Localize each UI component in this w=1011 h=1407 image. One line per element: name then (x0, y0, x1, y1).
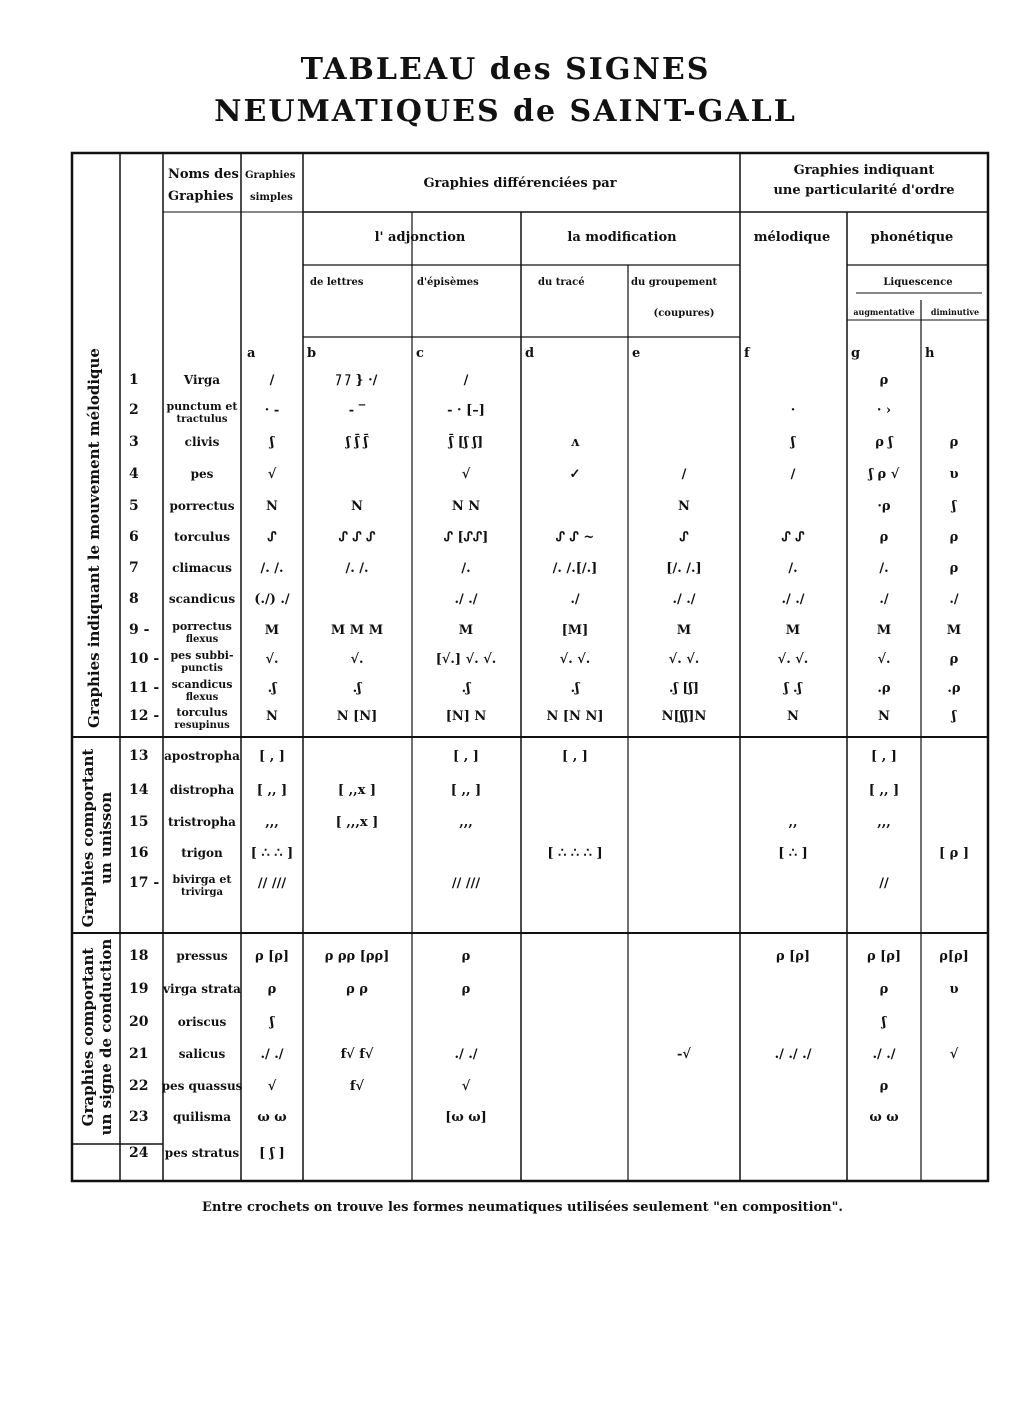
row-number: 20 (129, 1014, 149, 1030)
neume-cell-b: /̄ /̄ } ·/ (336, 373, 378, 388)
header-differenciees: Graphies différenciées par (423, 176, 617, 191)
neume-cell-d: ./ (570, 592, 580, 607)
row-name: resupinus (174, 720, 230, 731)
neume-cell-c: - · [–] (447, 403, 485, 418)
neume-cell-c: ρ (461, 982, 471, 997)
neume-cell-g: N (878, 709, 890, 724)
row-number: 4 (129, 466, 139, 482)
row-number: 24 (129, 1145, 149, 1161)
row-name: bivirga et (172, 873, 232, 886)
neume-cell-g: M (876, 623, 892, 638)
neume-cell-a: ρ (267, 982, 277, 997)
row-number: 9 - (129, 622, 150, 638)
neume-cell-g: ./ ./ (872, 1047, 896, 1062)
neume-cell-b: M M M (330, 623, 384, 638)
neume-cell-c: [N] N (445, 709, 487, 724)
neume-cell-a: ρ [ρ] (254, 949, 290, 964)
row-name: trigon (181, 846, 223, 860)
neume-cell-h: √ (949, 1047, 959, 1062)
neume-cell-c: ʃ̄ [ʃ ʃ] (448, 435, 484, 450)
neume-cell-a: [ ,, ] (256, 783, 288, 798)
neume-cell-h: ρ (949, 652, 959, 667)
neume-cell-f: M (785, 623, 801, 638)
neume-cell-f: ᔑ ᔑ (781, 530, 805, 545)
row-name: pressus (176, 949, 228, 963)
neume-cell-d: ᔑ ᔑ ~ (555, 530, 595, 545)
neume-cell-e: N (678, 499, 690, 514)
group-label-conduction: Graphies comportant (79, 947, 97, 1127)
neume-cell-b: .ʃ (352, 681, 362, 696)
header-episemes: d'épisèmes (417, 277, 479, 288)
neume-cell-g: .ρ (877, 681, 891, 696)
header-lettres: de lettres (310, 277, 364, 288)
header-simples: Graphies (245, 170, 296, 181)
row-name: flexus (185, 692, 219, 703)
column-letter-h: h (925, 346, 935, 361)
neume-cell-a: [ ʃ ] (259, 1146, 285, 1161)
neume-cell-c: /. (461, 561, 471, 576)
neume-cell-f: √. √. (777, 652, 809, 667)
neume-cell-c: ./ ./ (454, 592, 478, 607)
row-name: flexus (185, 634, 219, 645)
neume-cell-b: f√ f√ (340, 1047, 374, 1062)
neume-cell-f: N (787, 709, 799, 724)
neume-cell-c: √ (461, 467, 471, 482)
neume-cell-a: ᔑ (267, 530, 277, 545)
row-name: clivis (184, 435, 220, 449)
column-letter-e: e (632, 346, 641, 361)
neume-cell-c: ᔑ [ᔑᔑ] (443, 530, 489, 545)
neume-cell-a: √ (267, 1079, 277, 1094)
neume-cell-h: ʃ (951, 499, 957, 514)
neume-cell-a: // /// (257, 876, 287, 891)
row-name: oriscus (177, 1015, 227, 1029)
neume-cell-a: [ , ] (259, 749, 285, 764)
neume-cell-e: ᔑ (679, 530, 689, 545)
row-name: torculus (174, 530, 230, 544)
header-melodique: mélodique (753, 230, 831, 245)
neume-cell-e: / (681, 467, 687, 482)
header-modification: la modification (567, 230, 677, 245)
neume-cell-a: ʃ (269, 1015, 275, 1030)
row-number: 12 - (129, 708, 160, 724)
neume-cell-a: √ (267, 467, 277, 482)
row-number: 7 (129, 560, 139, 576)
neume-cell-d: ✓ (569, 467, 581, 482)
neume-cell-f: [ ∴ ] (778, 846, 808, 861)
header-trace: du tracé (538, 277, 585, 288)
neume-cell-g: ʃ (881, 1015, 887, 1030)
row-name: punctum et (166, 400, 238, 413)
row-name: trivirga (180, 887, 224, 898)
neume-cell-a: /. /. (260, 561, 284, 576)
row-number: 8 (129, 591, 139, 607)
column-letter-g: g (851, 346, 861, 361)
neume-cell-a: · - (264, 403, 280, 418)
neume-cell-g: ρ (879, 373, 889, 388)
neume-cell-f: /. (788, 561, 798, 576)
neume-cell-h: ρ (949, 561, 959, 576)
neume-cell-a: M (264, 623, 280, 638)
neume-cell-g: ρ [ρ] (866, 949, 902, 964)
row-name: apostropha (164, 749, 240, 763)
row-number: 11 - (129, 680, 160, 696)
neume-cell-c: .ʃ (461, 681, 471, 696)
row-number: 2 (129, 402, 139, 418)
neume-cell-f: ρ [ρ] (775, 949, 811, 964)
title-line-2: NEUMATIQUES de SAINT-GALL (214, 94, 797, 129)
neume-cell-h: ρ (949, 530, 959, 545)
header-noms: Noms des (168, 167, 239, 182)
neume-cell-a: .ʃ (267, 681, 277, 696)
header-phonetique: phonétique (870, 230, 954, 245)
neume-cell-e: .ʃ [ʃ] (669, 681, 699, 696)
neume-cell-g: // (879, 876, 889, 891)
neume-cell-c: / (463, 373, 469, 388)
header-noms: Graphies (168, 189, 234, 204)
neume-cell-d: [ , ] (562, 749, 588, 764)
row-name: torculus (176, 706, 228, 719)
neume-cell-e: [/. /.] (666, 561, 702, 576)
neume-cell-g: ·ρ (877, 499, 891, 514)
neume-cell-g: [ , ] (871, 749, 897, 764)
neume-cell-d: [M] (561, 623, 589, 638)
neume-cell-a: ʃ (269, 435, 275, 450)
neume-cell-e: ./ ./ (672, 592, 696, 607)
neume-cell-a: (./) ./ (254, 592, 290, 607)
neume-cell-a: ./ ./ (260, 1047, 284, 1062)
neume-cell-g: ρ (879, 982, 889, 997)
neume-cell-b: N [N] (336, 709, 378, 724)
neume-cell-a: [ ∴ ∴ ] (250, 846, 294, 861)
neume-cell-b: N (351, 499, 363, 514)
header-augmentative: augmentative (853, 307, 915, 317)
row-name: quilisma (172, 1110, 232, 1124)
group-label-conduction: un signe de conduction (97, 938, 115, 1136)
row-number: 17 - (129, 875, 160, 891)
neume-cell-e: -√ (677, 1047, 691, 1062)
row-name: tractulus (176, 414, 228, 425)
column-letter-d: d (525, 346, 535, 361)
row-name: pes stratus (164, 1146, 240, 1160)
neume-cell-b: ʃ ʃ̄ ʃ̄ (346, 435, 368, 450)
neume-cell-b: f√ (349, 1079, 365, 1094)
row-number: 21 (129, 1046, 149, 1062)
neume-cell-f: ,, (788, 815, 798, 830)
title-line-1: TABLEAU des SIGNES (300, 52, 711, 87)
neume-cell-g: √. (877, 652, 891, 667)
header-liquescence: Liquescence (883, 277, 953, 288)
neume-cell-h: ./ (949, 592, 959, 607)
neume-cell-b: √. (350, 652, 364, 667)
neume-cell-c: ./ ./ (454, 1047, 478, 1062)
neume-cell-g: ω ω (869, 1110, 899, 1125)
neume-cell-a: √. (265, 652, 279, 667)
neume-cell-c: ,,, (459, 815, 473, 830)
neume-cell-c: // /// (451, 876, 481, 891)
row-number: 5 (129, 498, 139, 514)
row-number: 15 (129, 814, 149, 830)
neume-cell-g: ρ (879, 530, 889, 545)
neume-cell-c: [ ,, ] (450, 783, 482, 798)
row-number: 16 (129, 845, 149, 861)
neume-cell-g: ρ ʃ (875, 435, 893, 450)
neume-cell-b: ρ ρρ [ρρ] (324, 949, 390, 964)
header-adjonction: l' adjonction (374, 230, 466, 245)
neume-cell-f: · (790, 403, 796, 418)
neume-cell-c: [√.] √. √. (435, 652, 497, 667)
column-letter-c: c (416, 346, 424, 361)
neume-cell-d: .ʃ (570, 681, 580, 696)
neume-cell-h: ʃ (951, 709, 957, 724)
neume-cell-a: N (266, 709, 278, 724)
neume-cell-c: [ , ] (453, 749, 479, 764)
row-number: 6 (129, 529, 139, 545)
neume-cell-a: ,,, (265, 815, 279, 830)
group-label-melodique: Graphies indiquant le mouvement mélodique (85, 348, 103, 728)
neume-cell-c: N N (451, 499, 481, 514)
row-name: pes subbi- (170, 649, 234, 662)
column-letter-f: f (744, 346, 750, 361)
neume-cell-b: ᔑ ᔑ ᔑ (338, 530, 376, 545)
neume-cell-f: / (790, 467, 796, 482)
row-number: 18 (129, 948, 149, 964)
neume-cell-b: ρ ρ (346, 982, 368, 997)
neume-cell-g: ./ (879, 592, 889, 607)
header-coupures: (coupures) (653, 308, 715, 319)
row-name: punctis (181, 663, 223, 674)
header-simples: simples (250, 192, 293, 203)
neume-cell-g: · › (876, 403, 892, 418)
neume-cell-e: √. √. (668, 652, 700, 667)
neume-cell-c: ρ (461, 949, 471, 964)
neume-cell-d: ʌ (570, 435, 580, 450)
neume-cell-g: ʃ ρ √ (868, 467, 900, 482)
footnote: Entre crochets on trouve les formes neumatiques utilisées seulement "en composition". (202, 1200, 843, 1215)
row-name: pes quassus (161, 1079, 243, 1093)
neume-cell-a: N (266, 499, 278, 514)
row-name: scandicus (168, 592, 236, 606)
row-number: 14 (129, 782, 149, 798)
neume-cell-d: /. /.[/.] (552, 561, 598, 576)
neume-cell-h: [ ρ ] (939, 846, 969, 861)
neume-cell-f: ./ ./ (781, 592, 805, 607)
neume-cell-h: ρ[ρ] (939, 949, 969, 964)
row-name: virga strata (163, 982, 241, 996)
row-number: 13 (129, 748, 149, 764)
column-letter-a: a (247, 346, 256, 361)
neume-cell-c: √ (461, 1079, 471, 1094)
row-name: porrectus (169, 499, 235, 513)
row-name: climacus (172, 561, 232, 575)
neume-cell-d: [ ∴ ∴ ∴ ] (547, 846, 603, 861)
header-diminutive: diminutive (930, 307, 980, 317)
neume-cell-h: .ρ (947, 681, 961, 696)
neume-cell-h: υ (949, 467, 959, 482)
neume-cell-b: [ ,,x ] (337, 783, 377, 798)
group-label-unisson: Graphies comportant (79, 748, 97, 928)
row-name: scandicus (171, 678, 233, 691)
row-name: distropha (169, 783, 235, 797)
neume-cell-f: ʃ (790, 435, 796, 450)
column-letter-b: b (307, 346, 317, 361)
neume-cell-f: ./ ./ ./ (774, 1047, 812, 1062)
row-number: 22 (129, 1078, 149, 1094)
header-particularite: Graphies indiquant (793, 163, 935, 178)
neume-cell-g: [ ,, ] (868, 783, 900, 798)
neume-cell-a: ω ω (257, 1110, 287, 1125)
row-number: 10 - (129, 651, 160, 667)
neume-cell-g: ,,, (877, 815, 891, 830)
row-number: 19 (129, 981, 149, 997)
row-name: pes (190, 467, 214, 481)
neume-cell-h: M (946, 623, 962, 638)
header-groupement: du groupement (631, 277, 718, 288)
header-particularite: une particularité d'ordre (773, 183, 955, 198)
neume-cell-c: [ω ω] (445, 1110, 487, 1125)
row-number: 23 (129, 1109, 149, 1125)
neume-cell-e: N[ʃʃ]N (661, 709, 707, 724)
row-name: Virga (183, 373, 221, 387)
row-name: tristropha (168, 815, 236, 829)
group-label-unisson: un unisson (97, 791, 115, 885)
row-number: 3 (129, 434, 139, 450)
neume-cell-b: /. /. (345, 561, 369, 576)
neume-cell-a: / (269, 373, 275, 388)
neume-cell-h: υ (949, 982, 959, 997)
row-name: porrectus (172, 620, 232, 633)
neume-cell-d: √. √. (559, 652, 591, 667)
neume-cell-d: N [N N] (546, 709, 604, 724)
neume-cell-e: M (676, 623, 692, 638)
row-number: 1 (129, 372, 139, 388)
neume-cell-f: ʃ .ʃ (784, 681, 802, 696)
neume-cell-c: M (458, 623, 474, 638)
neume-cell-b: - ‾ (348, 403, 366, 418)
neume-cell-b: [ ,,,x ] (335, 815, 379, 830)
neume-cell-g: ρ (879, 1079, 889, 1094)
neume-cell-h: ρ (949, 435, 959, 450)
row-name: salicus (178, 1047, 226, 1061)
neume-cell-g: /. (879, 561, 889, 576)
